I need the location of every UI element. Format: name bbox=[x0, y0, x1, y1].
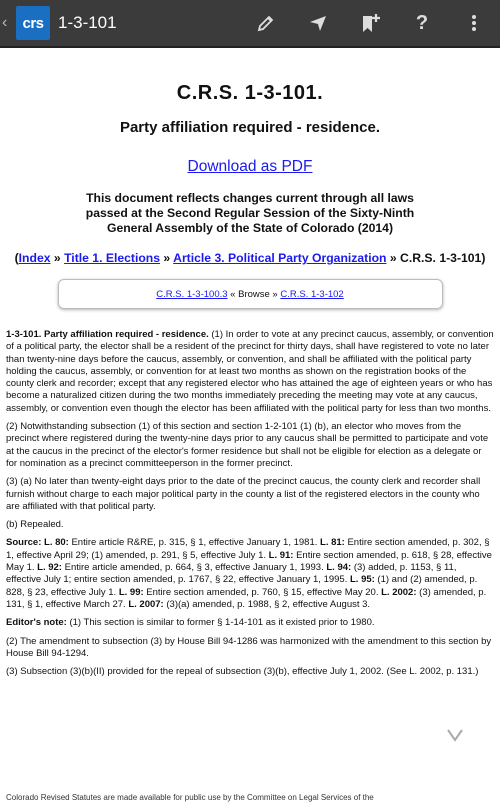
source-law-text: Entire article amended, p. 664, § 3, effective January 1, 1993. bbox=[61, 562, 324, 574]
source-law-text: Entire section amended, p. 302, § 1, effective April 29; (1) amended, p. 291, § 5, effective July 1. bbox=[6, 537, 490, 561]
source-list bbox=[6, 537, 492, 609]
breadcrumb-open: ( bbox=[14, 251, 19, 265]
document-content[interactable] bbox=[0, 48, 500, 800]
breadcrumb bbox=[0, 251, 500, 265]
app-title: 1-3-101 bbox=[58, 13, 117, 32]
breadcrumb-current: C.R.S. 1-3-101) bbox=[400, 251, 486, 265]
source-law-ref: L. 81: bbox=[317, 537, 345, 549]
browse-box bbox=[58, 279, 443, 309]
source-law-text: (3) added, p. 1153, § 11, effective July 1; entire section amended, p. 1767, § 22, effective January 1, 1995. bbox=[6, 562, 457, 586]
source-law-ref: L. 80: bbox=[41, 537, 69, 549]
back-icon[interactable]: ‹ bbox=[2, 14, 8, 31]
footer-note: Colorado Revised Statutes are made available for public use by the Committee on Legal Services of the bbox=[6, 793, 374, 802]
source-law-ref: L. 2007: bbox=[125, 598, 164, 610]
editors-note-3: (3) Subsection (3)(b)(II) provided for the repeal of subsection (3)(b), effective July 1, 2002. (See L. 2002, p. 131.) bbox=[6, 666, 479, 678]
editors-note-text: (1) This section is similar to former § 1-14-101 as it existed prior to 1980. bbox=[66, 617, 375, 629]
send-icon[interactable] bbox=[292, 0, 344, 46]
source-law-ref: L. 2002: bbox=[378, 586, 417, 598]
breadcrumb-separator: » bbox=[389, 251, 397, 265]
source-law-text: Entire section amended, p. 618, § 28, effective May 1. bbox=[6, 549, 492, 574]
pencil-icon[interactable] bbox=[240, 0, 292, 46]
paragraph-1-heading: 1-3-101. Party affiliation required - residence. bbox=[6, 329, 209, 340]
source-law-text: (3) amended, p. 131, § 1, effective March 27. bbox=[6, 586, 487, 610]
statute-body bbox=[0, 329, 500, 678]
breadcrumb-title[interactable]: Title 1. Elections bbox=[64, 251, 161, 265]
download-pdf-link-row bbox=[0, 158, 500, 176]
browse-label: « Browse » bbox=[227, 288, 281, 300]
scroll-arrow-icon[interactable] bbox=[446, 728, 464, 742]
source-law-ref: L. 94: bbox=[323, 562, 352, 574]
source-law-ref: L. 95: bbox=[347, 574, 375, 586]
paragraph-2: (2) Notwithstanding subsection (1) of this section and section 1-2-101 (1) (b), an elector who moves from the precinct where registered during the twenty-nine days prior to any caucus shall be permitted to participate and vote at the caucus in the precinct of the elector's former residence but shall not be eligible for election as a delegate or for nomination as a precinct committeeperson in the former precinct. bbox=[6, 421, 489, 469]
editors-note bbox=[6, 617, 494, 629]
action-icons bbox=[240, 0, 500, 46]
source-label: Source: bbox=[6, 537, 42, 549]
paragraph-1 bbox=[6, 329, 494, 415]
section-subtitle: Party affiliation required - residence. bbox=[119, 119, 381, 136]
section-title: C.R.S. 1-3-101. bbox=[176, 82, 324, 104]
source-law-text: Entire article R&RE, p. 315, § 1, effective January 1, 1981. bbox=[68, 537, 318, 549]
editors-note-2: (2) The amendment to subsection (3) by House Bill 94-1286 was harmonized with the amendment to this section by House Bill 94-1294. bbox=[6, 635, 492, 659]
prev-section-link[interactable]: C.R.S. 1-3-100.3 bbox=[156, 288, 228, 300]
overflow-icon[interactable] bbox=[448, 0, 500, 46]
paragraph-3: (3) (a) No later than twenty-eight days prior to the date of the precinct caucus, the county clerk and recorder shall furnish without charge to each major political party in the county a list of the registered electors in the county who are affiliated with that political party. bbox=[6, 476, 481, 512]
breadcrumb-separator: » bbox=[163, 251, 171, 265]
breadcrumb-article[interactable]: Article 3. Political Party Organization bbox=[173, 251, 387, 265]
source-law-text: (1) and (2) amended, p. 828, § 23, effective July 1. bbox=[6, 574, 478, 598]
currency-notice: This document reflects changes current through all laws passed at the Second Regular Session of the Sixty-Ninth General Assembly of the State of Colorado (2014) bbox=[85, 191, 415, 235]
app-logo[interactable]: crs bbox=[16, 6, 50, 40]
breadcrumb-separator: » bbox=[53, 251, 61, 265]
paragraph-1-text: (1) In order to vote at any precinct caucus, assembly, or convention of a political party, the elector shall be a resident of the precinct for thirty days, shall have registered to vote no later than twenty-nine days before the caucus, assembly, or convention, and shall be affiliated with the political party holding the caucus, assembly, or convention for at least two months as shown on the registration books of the county clerk and recorder; except that any registered elector who has attained the age of eighteen years or who has become a naturalized citizen during the two months immediately preceding the meeting may vote at any caucus, assembly, or convention even though the elector has been affiliated with the political party for less than two months. bbox=[6, 329, 494, 414]
source-note bbox=[6, 537, 494, 611]
bookmark-add-icon[interactable] bbox=[344, 0, 396, 46]
action-bar bbox=[0, 0, 500, 48]
paragraph-4: (b) Repealed. bbox=[6, 519, 64, 531]
source-law-text: (3)(a) amended, p. 1988, § 2, effective August 3. bbox=[163, 598, 371, 610]
help-icon[interactable]: ? bbox=[415, 11, 429, 34]
source-law-ref: L. 91: bbox=[266, 549, 294, 561]
source-law-text: Entire section amended, p. 760, § 15, effective May 20. bbox=[143, 586, 379, 598]
editors-note-label: Editor's note: bbox=[6, 617, 67, 629]
download-pdf-link[interactable]: Download as PDF bbox=[187, 158, 313, 175]
next-section-link[interactable]: C.R.S. 1-3-102 bbox=[280, 288, 344, 300]
source-law-ref: L. 99: bbox=[116, 586, 144, 598]
breadcrumb-index[interactable]: Index bbox=[18, 251, 51, 265]
source-law-ref: L. 92: bbox=[34, 562, 62, 574]
